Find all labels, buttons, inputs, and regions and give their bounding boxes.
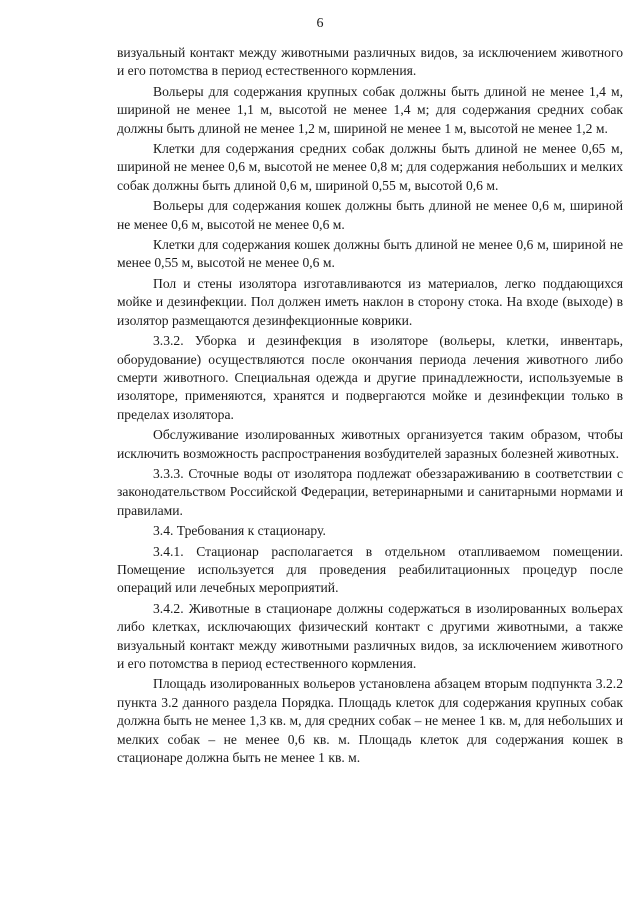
paragraph-3-3-3: 3.3.3. Сточные воды от изолятора подлежат обеззараживанию в соответствии с законодательством Российской Федерации, ветеринарными и санитарными нормами и правилами. <box>117 465 623 518</box>
paragraph-3-4-1: 3.4.1. Стационар располагается в отдельном отапливаемом помещении. Помещение используется для проведения реабилитационных процедур после операций или лечебных мероприятий. <box>117 543 623 596</box>
paragraph-dog-cages: Клетки для содержания средних собак должны быть длиной не менее 0,65 м, шириной не менее 0,6 м, высотой не менее 0,8 м; для содержания небольших и мелких собак должны быть длиной 0,6 м, шириной 0,55 м, высотой 0,6 м. <box>117 141 623 193</box>
section-heading-3-4: 3.4. Требования к стационару. <box>153 523 326 539</box>
document-body <box>117 44 623 769</box>
paragraph-3-4-2: 3.4.2. Животные в стационаре должны содержаться в изолированных вольерах либо клетках, исключающих физический контакт с другими животными, а также визуальный контакт между животными различных видов, за исключением животного и его потомства в период естественного кормления. <box>117 600 623 671</box>
paragraph-cat-cages: Клетки для содержания кошек должны быть длиной не менее 0,6 м, шириной не менее 0,55 м, высотой не менее 0,6 м. <box>117 237 623 271</box>
paragraph-cat-enclosures: Вольеры для содержания кошек должны быть длиной не менее 0,6 м, шириной не менее 0,6 м, высотой не менее 0,6 м. <box>117 198 623 232</box>
paragraph-servicing: Обслуживание изолированных животных организуется таким образом, чтобы исключить возможность распространения возбудителей заразных болезней животных. <box>117 427 623 461</box>
paragraph-area-requirements: Площадь изолированных вольеров установлена абзацем вторым подпункта 3.2.2 пункта 3.2 данного раздела Порядка. Площадь клеток для содержания крупных собак должна быть не менее 1,3 кв. м, для средних собак – не менее 1 кв. м, для небольших и мелких собак – не менее 0,6 кв. м. Площадь клеток для содержания кошек в стационаре должна быть не менее 1 кв. м. <box>117 676 623 766</box>
paragraph-large-dog-enclosures: Вольеры для содержания крупных собак должны быть длиной не менее 1,4 м, шириной не менее 1,1 м, высотой не менее 1,4 м; для содержания средних собак должны быть длиной не менее 1,2 м, шириной не менее 1 м, высотой не менее 1,2 м. <box>117 83 623 136</box>
page-number: 6 <box>316 16 324 31</box>
paragraph-3-3-2: 3.3.2. Уборка и дезинфекция в изоляторе (вольеры, клетки, инвентарь, оборудование) осуществляются после окончания периода лечения животного либо смерти животного. Специальная одежда и другие принадлежности, используемые в изоляторе, применяются, хранятся и подвергаются мойке и дезинфекции только в пределах изолятора. <box>117 333 623 422</box>
paragraph-continued: визуальный контакт между животными различных видов, за исключением животного и его потомства в период естественного кормления. <box>117 45 623 79</box>
paragraph-floor-walls: Пол и стены изолятора изготавливаются из материалов, легко поддающихся мойке и дезинфекции. Пол должен иметь наклон в сторону стока. На входе (выходе) в изолятор размещаются дезинфекционные коврики. <box>117 275 623 328</box>
